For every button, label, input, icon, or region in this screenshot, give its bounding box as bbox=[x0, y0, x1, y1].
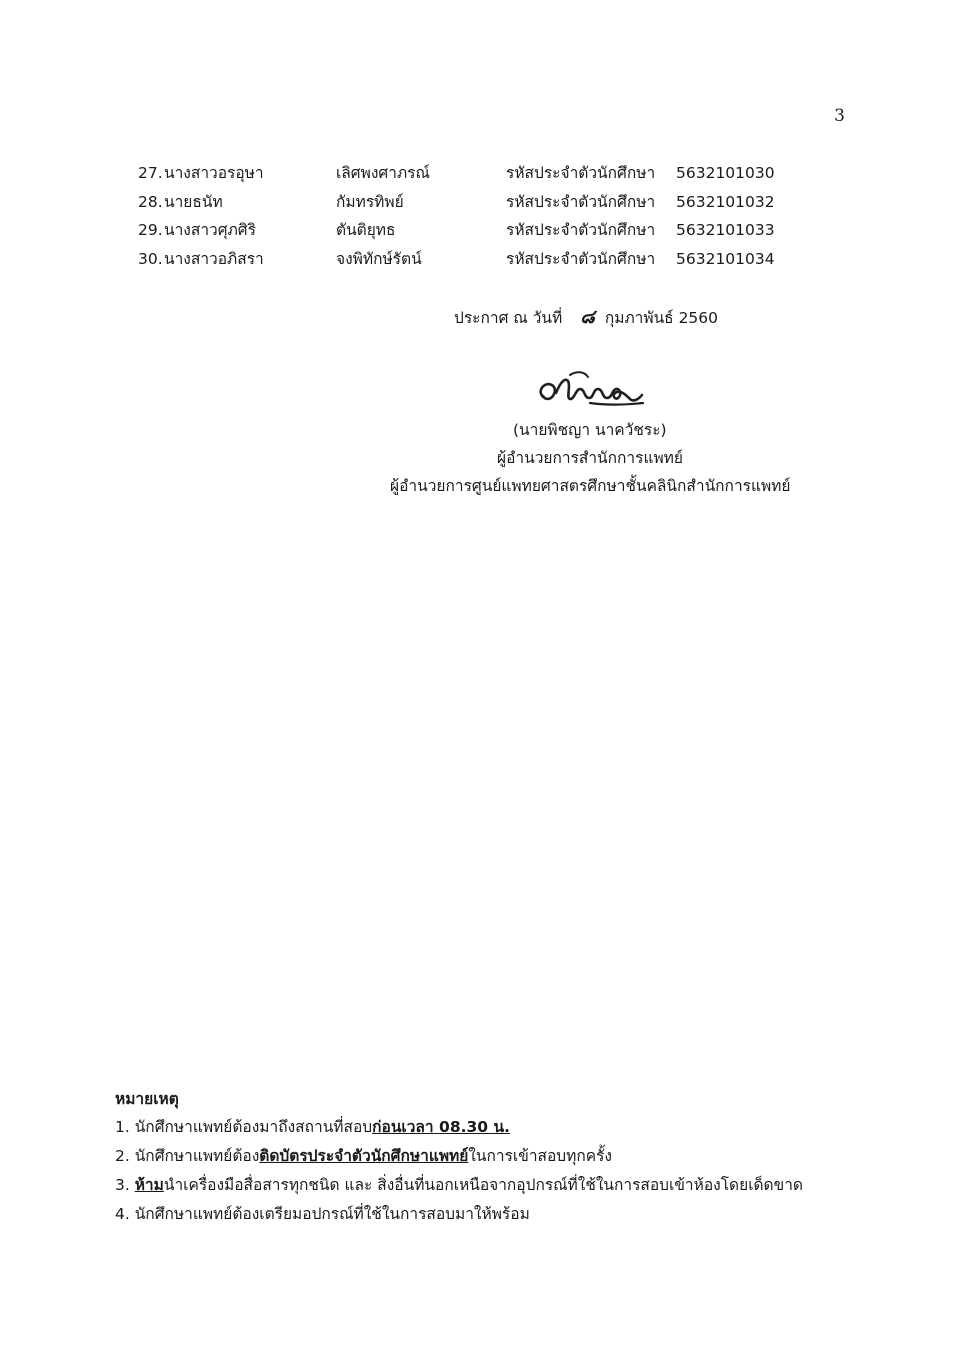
student-row bbox=[138, 162, 838, 191]
student-surname: เลิศพงศาภรณ์ bbox=[336, 164, 430, 182]
note-text-suffix: ในการเข้าสอบทุกครั้ง bbox=[468, 1147, 612, 1165]
note-item bbox=[115, 1113, 835, 1142]
student-name: นางสาวศุภศิริ bbox=[164, 221, 256, 239]
signer-name: (นายพิชญา นาควัชระ) bbox=[513, 421, 667, 439]
signer-block bbox=[360, 416, 820, 500]
student-surname: กัมทรทิพย์ bbox=[336, 192, 404, 211]
student-id-label: รหัสประจำตัวนักศึกษา bbox=[506, 164, 656, 182]
student-list bbox=[138, 162, 838, 276]
student-surname: จงพิทักษ์รัตน์ bbox=[336, 249, 422, 268]
student-number: 30. bbox=[138, 249, 163, 268]
signer-position-1: ผู้อำนวยการสำนักการแพทย์ bbox=[497, 449, 683, 467]
note-text-suffix: นำเครื่องมือสื่อสารทุกชนิด และ สิ่งอื่นที่นอกเหนือจากอุปกรณ์ที่ใช้ในการสอบเข้าห้องโดยเด็ดขาด bbox=[163, 1176, 803, 1194]
student-name: นางสาวอรอุษา bbox=[164, 164, 264, 182]
student-row bbox=[138, 219, 838, 248]
student-row bbox=[138, 191, 838, 220]
student-surname: ตันติยุทธ bbox=[336, 221, 396, 239]
note-text: 3. bbox=[115, 1176, 135, 1194]
notes-title: หมายเหตุ bbox=[115, 1090, 179, 1108]
student-id: 5632101034 bbox=[676, 249, 775, 268]
student-id-label: รหัสประจำตัวนักศึกษา bbox=[506, 221, 656, 239]
announcement-date bbox=[454, 302, 718, 332]
student-row bbox=[138, 248, 838, 277]
note-text: 1. นักศึกษาแพทย์ต้องมาถึงสถานที่สอบ bbox=[115, 1118, 373, 1136]
page-number: 3 bbox=[834, 106, 845, 126]
student-id-label: รหัสประจำตัวนักศึกษา bbox=[506, 249, 656, 268]
signer-position-2: ผู้อำนวยการศูนย์แพทยศาสตรศึกษาชั้นคลินิกสำนักการแพทย์ bbox=[390, 477, 791, 495]
announcement-prefix: ประกาศ ณ วันที่ bbox=[454, 309, 563, 327]
note-item bbox=[115, 1142, 835, 1171]
note-emphasis: ก่อนเวลา 08.30 น. bbox=[372, 1118, 510, 1136]
student-name: นางสาวอภิสรา bbox=[164, 249, 264, 268]
notes-section bbox=[115, 1085, 835, 1229]
student-id: 5632101033 bbox=[676, 221, 775, 239]
student-number: 29. bbox=[138, 221, 163, 239]
note-text: 2. นักศึกษาแพทย์ต้อง bbox=[115, 1147, 260, 1165]
student-id: 5632101030 bbox=[676, 164, 775, 182]
announcement-day: ๘ bbox=[580, 306, 595, 328]
note-emphasis: ห้าม bbox=[134, 1176, 164, 1194]
student-number: 28. bbox=[138, 192, 163, 211]
announcement-month-year: กุมภาพันธ์ 2560 bbox=[604, 309, 719, 327]
note-emphasis: ติดบัตรประจำตัวนักศึกษาแพทย์ bbox=[259, 1147, 469, 1165]
student-id-label: รหัสประจำตัวนักศึกษา bbox=[506, 192, 656, 211]
note-item bbox=[115, 1200, 835, 1229]
signature-image bbox=[530, 365, 650, 417]
note-text: 4. นักศึกษาแพทย์ต้องเตรียมอปกรณ์ที่ใช้ในการสอบมาให้พร้อม bbox=[115, 1205, 530, 1223]
student-id: 5632101032 bbox=[676, 192, 775, 211]
student-number: 27. bbox=[138, 164, 163, 182]
note-item bbox=[115, 1171, 835, 1200]
student-name: นายธนัท bbox=[164, 192, 223, 211]
